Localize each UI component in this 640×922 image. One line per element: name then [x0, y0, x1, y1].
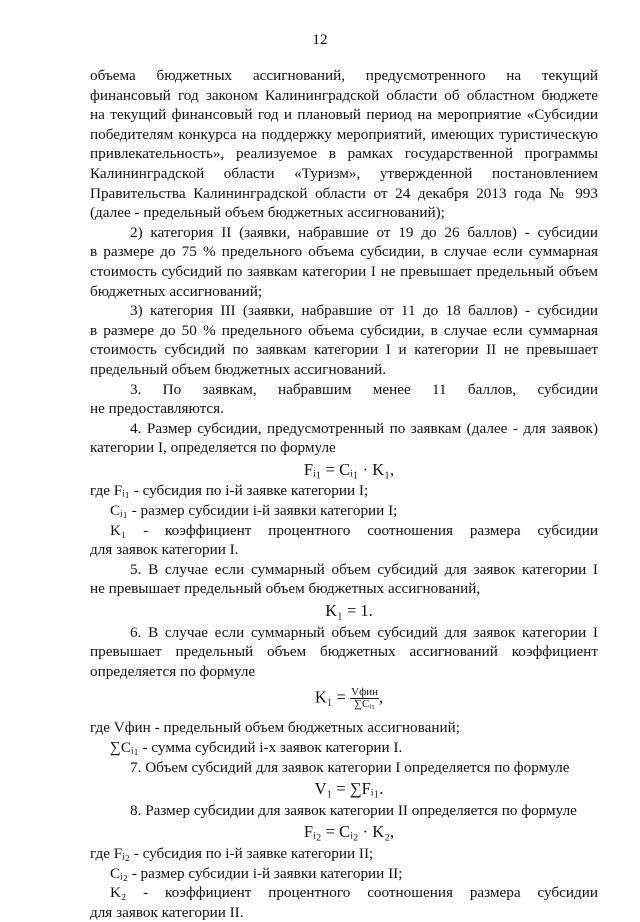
formula-left: K₁ = [314, 687, 346, 707]
formula-fi2: Fᵢ₂ = Cᵢ₂ · K₂, [303, 822, 395, 842]
text-line: финансовый год законом Калининградской области об областном бюджете [90, 86, 598, 104]
definition-k1: K₁ - коэффициент процентного соотношения размера субсидии [110, 521, 598, 539]
fraction [350, 687, 379, 710]
paragraph-category-3 [90, 301, 598, 379]
paragraph-category-2 [90, 223, 598, 301]
text-line: для заявок категории I. [90, 541, 239, 559]
text-line: привлекательность», реализуемое в рамках государственной программы [90, 145, 598, 163]
text-line: превышает предельный объем бюджетных ассигнований коэффициент [90, 643, 598, 661]
paragraph-3 [90, 380, 598, 419]
definition-vfin: где Vфин - предельный объем бюджетных ассигнований; [90, 719, 460, 737]
formula-k1-fraction [90, 687, 598, 710]
definition-k2: K₂ - коэффициент процентного соотношения размера субсидии [110, 884, 598, 902]
formula-fi1: Fᵢ₁ = Cᵢ₁ · K₁, [303, 459, 395, 479]
formula-k1-equals-one: K₁ = 1. [325, 601, 373, 621]
text-line: не превышает предельный объем бюджетных ассигнований, [90, 580, 481, 598]
text-line: определяется по формуле [90, 662, 256, 680]
text-line: 3) категория III (заявки, набравшие от 11 до 18 баллов) - субсидии [130, 302, 598, 320]
text-line: 3. По заявкам, набравшим менее 11 баллов, субсидии [130, 380, 598, 398]
text-line: на текущий финансовый год и плановый период на мероприятие «Субсидии [90, 106, 598, 124]
paragraph-8: 8. Размер субсидии для заявок категории II определяется по формуле [130, 801, 577, 819]
text-line: стоимость субсидий по заявкам категории I и категории II не превышает [90, 341, 598, 359]
definition-fi2: где Fᵢ₂ - субсидия по i-й заявке категории II; [90, 844, 374, 862]
page-number: 12 [312, 31, 328, 48]
text-line: (далее - предельный объем бюджетных ассигнований); [90, 204, 445, 222]
text-line: 4. Размер субсидии, предусмотренный по заявкам (далее - для заявок) [130, 419, 598, 437]
text-line: в размере до 75 % предельного объема субсидии, в случае если суммарная [90, 243, 598, 261]
definition-ci2: Cᵢ₂ - размер субсидии i-й заявки категории II; [110, 864, 403, 882]
paragraph-7: 7. Объем субсидий для заявок категории I определяется по формуле [130, 758, 570, 776]
text-line: 5. В случае если суммарный объем субсидий для заявок категории I [130, 560, 598, 578]
definition-fi1: где Fᵢ₁ - субсидия по i-й заявке категории I; [90, 482, 369, 500]
paragraph-6 [90, 623, 598, 682]
paragraph-5 [90, 560, 598, 599]
fraction-denominator: ∑Cᵢ₁ [354, 698, 375, 711]
definition-ci1: Cᵢ₁ - размер субсидии i-й заявки категории I; [110, 502, 398, 520]
definition-sum-ci1: ∑Cᵢ₁ - сумма субсидий i-х заявок категории I. [110, 739, 403, 756]
document-body [90, 66, 598, 922]
paragraph-limit-definition [90, 66, 598, 223]
formula-tail: , [378, 687, 384, 707]
text-line: 2) категория II (заявки, набравшие от 19 до 26 баллов) - субсидии [130, 223, 598, 241]
text-line: бюджетных ассигнований; [90, 282, 263, 300]
text-line: Калининградской области «Туризм», утвержденной постановлением [90, 164, 598, 182]
text-line: предельный объем бюджетных ассигнований. [90, 360, 387, 378]
text-line: 6. В случае если суммарный объем субсидий для заявок категории I [130, 623, 598, 641]
paragraph-4 [90, 419, 598, 458]
text-line: стоимость субсидий по заявкам категории I не превышает предельный объем [90, 262, 598, 280]
text-line: категории I, определяется по формуле [90, 439, 336, 457]
text-line: победителям конкурса на поддержку мероприятий, имеющих туристическую [90, 125, 598, 143]
text-line: Правительства Калининградской области от 24 декабря 2013 года № 993 [90, 184, 598, 202]
text-line: в размере до 50 % предельного объема субсидии, в случае если суммарная [90, 321, 598, 339]
text-line: для заявок категории II. [90, 903, 244, 921]
formula-v1: V₁ = ∑Fᵢ₁. [314, 779, 384, 799]
text-line: объема бюджетных ассигнований, предусмотренного на текущий [90, 67, 598, 84]
text-line: не предоставляются. [90, 400, 224, 418]
fraction-numerator: Vфин [351, 686, 378, 699]
